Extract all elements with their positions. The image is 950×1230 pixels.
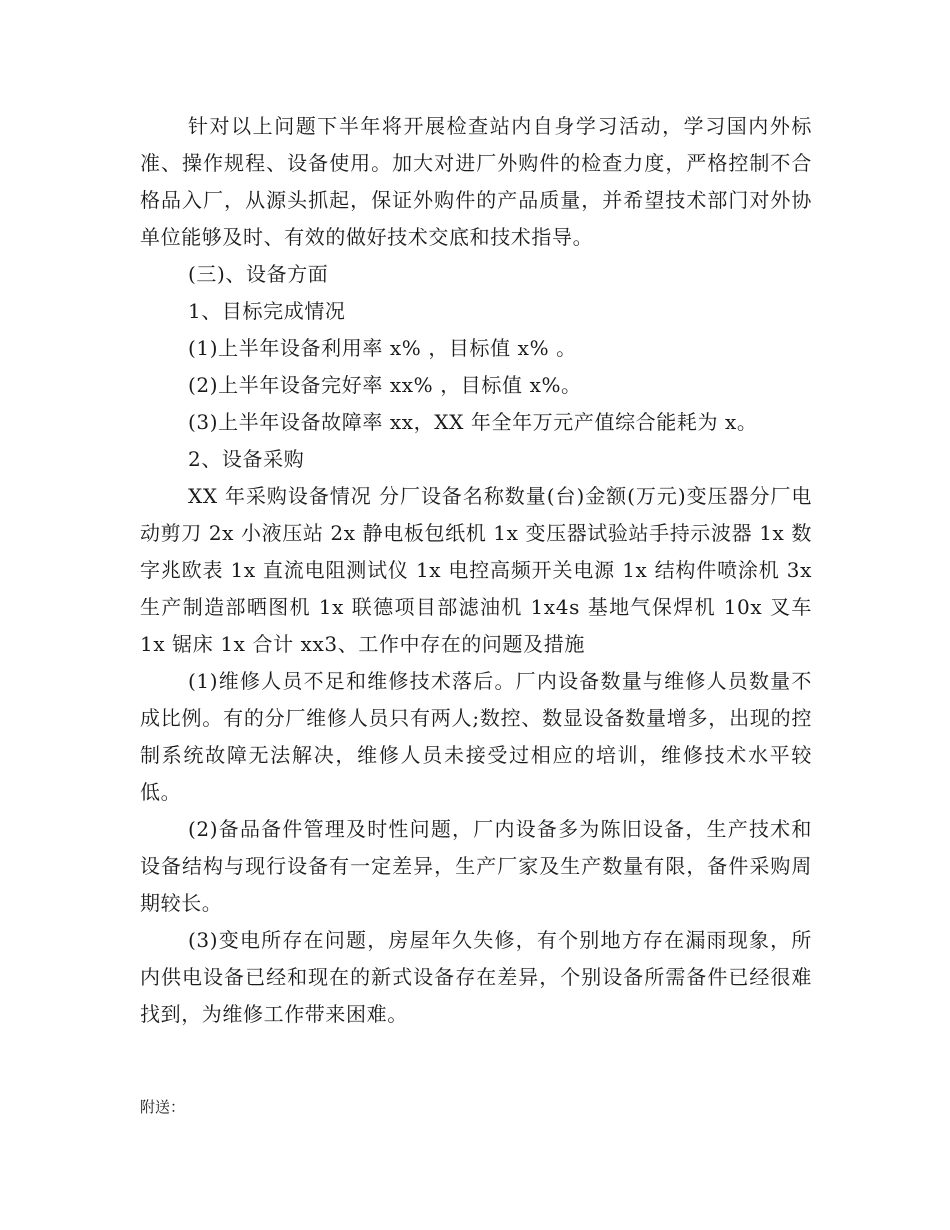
subheading-equipment-purchase: 2、设备采购: [188, 447, 305, 471]
list-item-maintenance-staff: (1)维修人员不足和维修技术落后。厂内设备数量与维修人员数量不成比例。有的分厂维修人员只有两人;数控、数显设备数量增多，出现的控制系统故障无法解决，维修人员未接受过相应的培训，维修技术水平较低。: [140, 669, 812, 804]
section-heading-equipment: (三)、设备方面: [188, 262, 329, 286]
subheading-target-completion: 1、目标完成情况: [188, 299, 346, 323]
list-item-intact-rate: (2)上半年设备完好率 xx% ，目标值 x%。: [188, 373, 582, 397]
paragraph-purchase-details: XX 年采购设备情况 分厂设备名称数量(台)金额(万元)变压器分厂电动剪刀 2x 小液压站 2x 静电板包纸机 1x 变压器试验站手持示波器 1x 数字兆欧表 1x 直流电阻测试仪 1x 电控高频开关电源 1x 结构件喷涂机 3x 生产制造部晒图机 1x 联德项目部滤油机 1x4s 基地气保焊机 10x 叉车 1x 锯床 1x 合计 xx3、工作中存在的问题及措施: [140, 484, 812, 656]
list-item-spare-parts: (2)备品备件管理及时性问题，厂内设备多为陈旧设备，生产技术和设备结构与现行设备有一定差异，生产厂家及生产数量有限，备件采购周期较长。: [140, 817, 812, 915]
list-item-substation: (3)变电所存在问题，房屋年久失修，有个别地方存在漏雨现象，所内供电设备已经和现在的新式设备存在差异，个别设备所需备件已经很难找到，为维修工作带来困难。: [140, 928, 812, 1026]
paragraph-inspection-plan: 针对以上问题下半年将开展检查站内自身学习活动，学习国内外标准、操作规程、设备使用。加大对进厂外购件的检查力度，严格控制不合格品入厂，从源头抓起，保证外购件的产品质量，并希望技术部门对外协单位能够及时、有效的做好技术交底和技术指导。: [140, 114, 812, 249]
footer-note: 附送：: [140, 1098, 186, 1116]
list-item-failure-rate: (3)上半年设备故障率 xx，XX 年全年万元产值综合能耗为 x。: [188, 410, 758, 434]
list-item-utilization-rate: (1)上半年设备利用率 x% ，目标值 x% 。: [188, 336, 577, 360]
document-body: [140, 108, 812, 1033]
